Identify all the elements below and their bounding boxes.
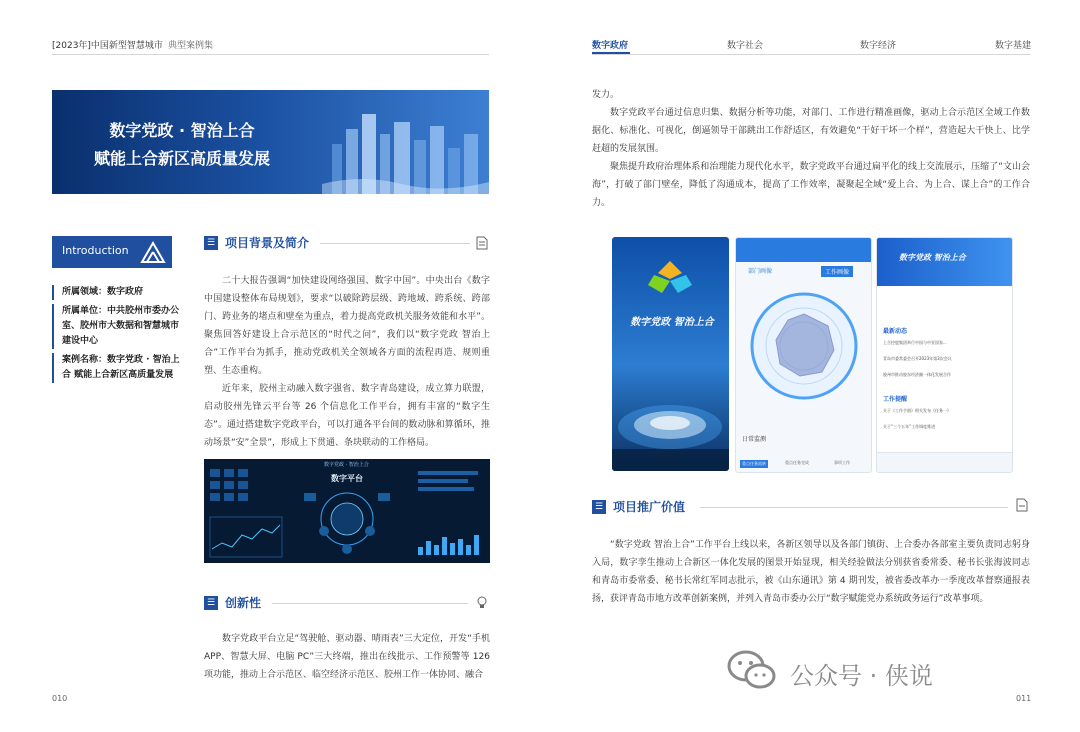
nav-digital-economy[interactable]: 数字经济	[860, 41, 897, 51]
stadium-illustration	[612, 371, 729, 471]
phone-news-screenshot	[876, 237, 1013, 473]
left-paragraph-3: 数字党政平台立足“驾驶舱、驱动器、晴雨表”三大定位，开发“手机APP、智慧大屏、电脑 PC”三大终端，推出在线批示、工作预警等 126 项功能，推动上合示范区、临空经济示范区、胶州工作一体协同、融合	[204, 634, 490, 680]
section-divider-innovation	[272, 603, 468, 604]
page-number-right: 011	[1016, 694, 1032, 703]
section-divider-bg	[320, 243, 470, 244]
phone-right-line-5[interactable]: 关于“三个五年”工作调度推进	[883, 424, 936, 429]
splash-text: 数字党政 智治上合	[630, 317, 714, 328]
section-title-innovation: 创新性	[225, 596, 262, 610]
section-icon-bg: ☰	[204, 236, 218, 250]
section-title-promotion: 项目推广价值	[613, 500, 686, 514]
introduction-label: Introduction	[62, 244, 129, 257]
header-divider-right	[592, 54, 1030, 55]
page-number-left: 010	[52, 694, 68, 703]
info-case-name: 案例名称：数字党政 · 智治上合 赋能上合新区高质量发展	[52, 353, 186, 383]
right-paragraph-3: “数字党政 智治上合”工作平台上线以来，各新区领导以及各部门镇街、上合委办各部室主要负责同志躬身入局，数字孪生推动上合新区一体化发展的图景开始显现，相关经验做法分别获省委常委、秘书长张海波同志和青岛市委常委、秘书长常红军同志批示，被《山东通讯》第 4 期刊发，被省委改革办一季度改革督察通报表扬，获评青岛市地方改革创新案例，并列入青岛市委办公厅“数字赋能党办系统政务运行”改革事项。	[592, 540, 1030, 604]
phone-mid-tab-1[interactable]: 部门画像	[748, 268, 773, 275]
dashboard-screenshot	[204, 459, 490, 563]
header-left-sub: 典型案例集	[168, 41, 214, 51]
left-paragraph-1: 二十大报告强调“加快建设网络强国、数字中国”。中央出台《数字中国建设整体布局规划》，要求“以破除跨层级、跨地域、跨系统、跨部门、跨业务的堵点和壁垒为重点，着力提高党政机关服务效能和水平”。聚焦回答好建设上合示范区的“时代之问”，我们以“数字党政 智治上合”工作平台为抓手，推动党政机关全领域各方面的流程再造、规则重塑、生态重构。	[204, 276, 490, 376]
phone-right-head-1: 最新动态	[883, 328, 908, 335]
banner-title-line2: 赋能上合新区高质量发展	[93, 149, 270, 168]
nav-digital-government[interactable]: 数字政府	[592, 41, 629, 51]
phone-radar-screenshot	[735, 237, 872, 473]
nav-digital-infrastructure[interactable]: 数字基建	[995, 41, 1032, 51]
phone-mid-header	[736, 238, 871, 262]
phone-right-tabbar	[877, 452, 1012, 473]
phone-splash-screenshot	[612, 237, 729, 471]
phone-right-head-2: 工作提醒	[883, 396, 908, 403]
dashboard-top-label: 数字党政 · 智治上合	[324, 462, 369, 468]
phone-mid-btn-3[interactable]: 事项工作	[834, 460, 850, 465]
header-left-title: [2023年]中国新型智慧城市	[52, 41, 163, 51]
wechat-icon	[726, 648, 778, 692]
phone-mid-tab-2[interactable]: 工作画像	[821, 266, 853, 277]
phone-right-banner	[877, 238, 1012, 286]
section-divider-promotion	[700, 507, 1008, 508]
watermark-text: 公众号 · 侠说	[790, 662, 933, 690]
introduction-tag	[52, 236, 172, 268]
building-icon	[140, 240, 166, 264]
phone-right-line-1[interactable]: 上合控股集团举行中国与中亚国家...	[883, 340, 947, 345]
emblem-logo-icon	[642, 257, 698, 297]
city-skyline-illustration	[322, 104, 489, 194]
right-paragraph-1: 数字党政平台通过信息归集、数据分析等功能，对部门、工作进行精准画像，驱动上合示范区全域工作数据化、标准化、可视化，倒逼领导干部跳出工作舒适区，有效避免“干好干坏一个样”，营造起大干快上、比学赶超的发展氛围。	[592, 108, 1030, 154]
info-domain: 所属领域：数字政府	[52, 285, 186, 300]
dashboard-title: 数字平台	[331, 474, 363, 483]
info-unit: 所属单位：中共胶州市委办公室、胶州市大数据和智慧城市建设中心	[52, 304, 186, 349]
document-icon	[476, 236, 488, 250]
radar-chart-graphic	[748, 290, 860, 402]
header-divider-left	[52, 54, 489, 55]
banner-title-line1: 数字党政 · 智治上合	[109, 121, 255, 140]
phone-right-line-2[interactable]: 青岛市委常委会召开2023年第3次会议	[883, 356, 952, 361]
phone-mid-btn-2[interactable]: 重点任务完成	[785, 460, 809, 465]
phone-mid-btn-1[interactable]: 重点任务流转	[742, 461, 766, 466]
phone-right-line-4[interactable]: 关于《工作手册》相关发布《任务一》	[883, 408, 951, 413]
right-paragraph-0: 发力。	[592, 90, 620, 100]
section-title-background: 项目背景及简介	[225, 236, 310, 250]
section-icon-promotion: ☰	[592, 500, 606, 514]
phone-right-line-3[interactable]: 胶州市推动胶东经济圈一体化发展合作	[883, 372, 951, 377]
phone-right-banner-text: 数字党政 智治上合	[899, 253, 966, 262]
right-paragraph-2: 聚焦提升政府治理体系和治理能力现代化水平，数字党政平台通过扁平化的线上交流展示，压缩了“文山会海”，打破了部门壁垒，降低了沟通成本，提高了工作效率，凝聚起全域“爱上合、为上合、谋上合”的工作合力。	[592, 162, 1030, 208]
lightbulb-icon	[476, 596, 488, 610]
phone-mid-caption: 日常监测	[742, 436, 767, 443]
document-icon-2	[1016, 498, 1028, 512]
nav-digital-society[interactable]: 数字社会	[727, 41, 764, 51]
section-icon-innovation: ☰	[204, 596, 218, 610]
title-banner	[52, 90, 489, 194]
dashboard-panels	[204, 459, 490, 563]
left-paragraph-2: 近年来，胶州主动融入数字强省、数字青岛建设，成立算力联盟，启动胶州先锋云平台等 26 个信息化工作平台，拥有丰富的“数字生态”。通过搭建数字党政平台，可以打通各平台间的数动脉和算循环，推动场景“安”全景”，形成上下贯通、条块联动的工作格局。	[204, 384, 490, 448]
